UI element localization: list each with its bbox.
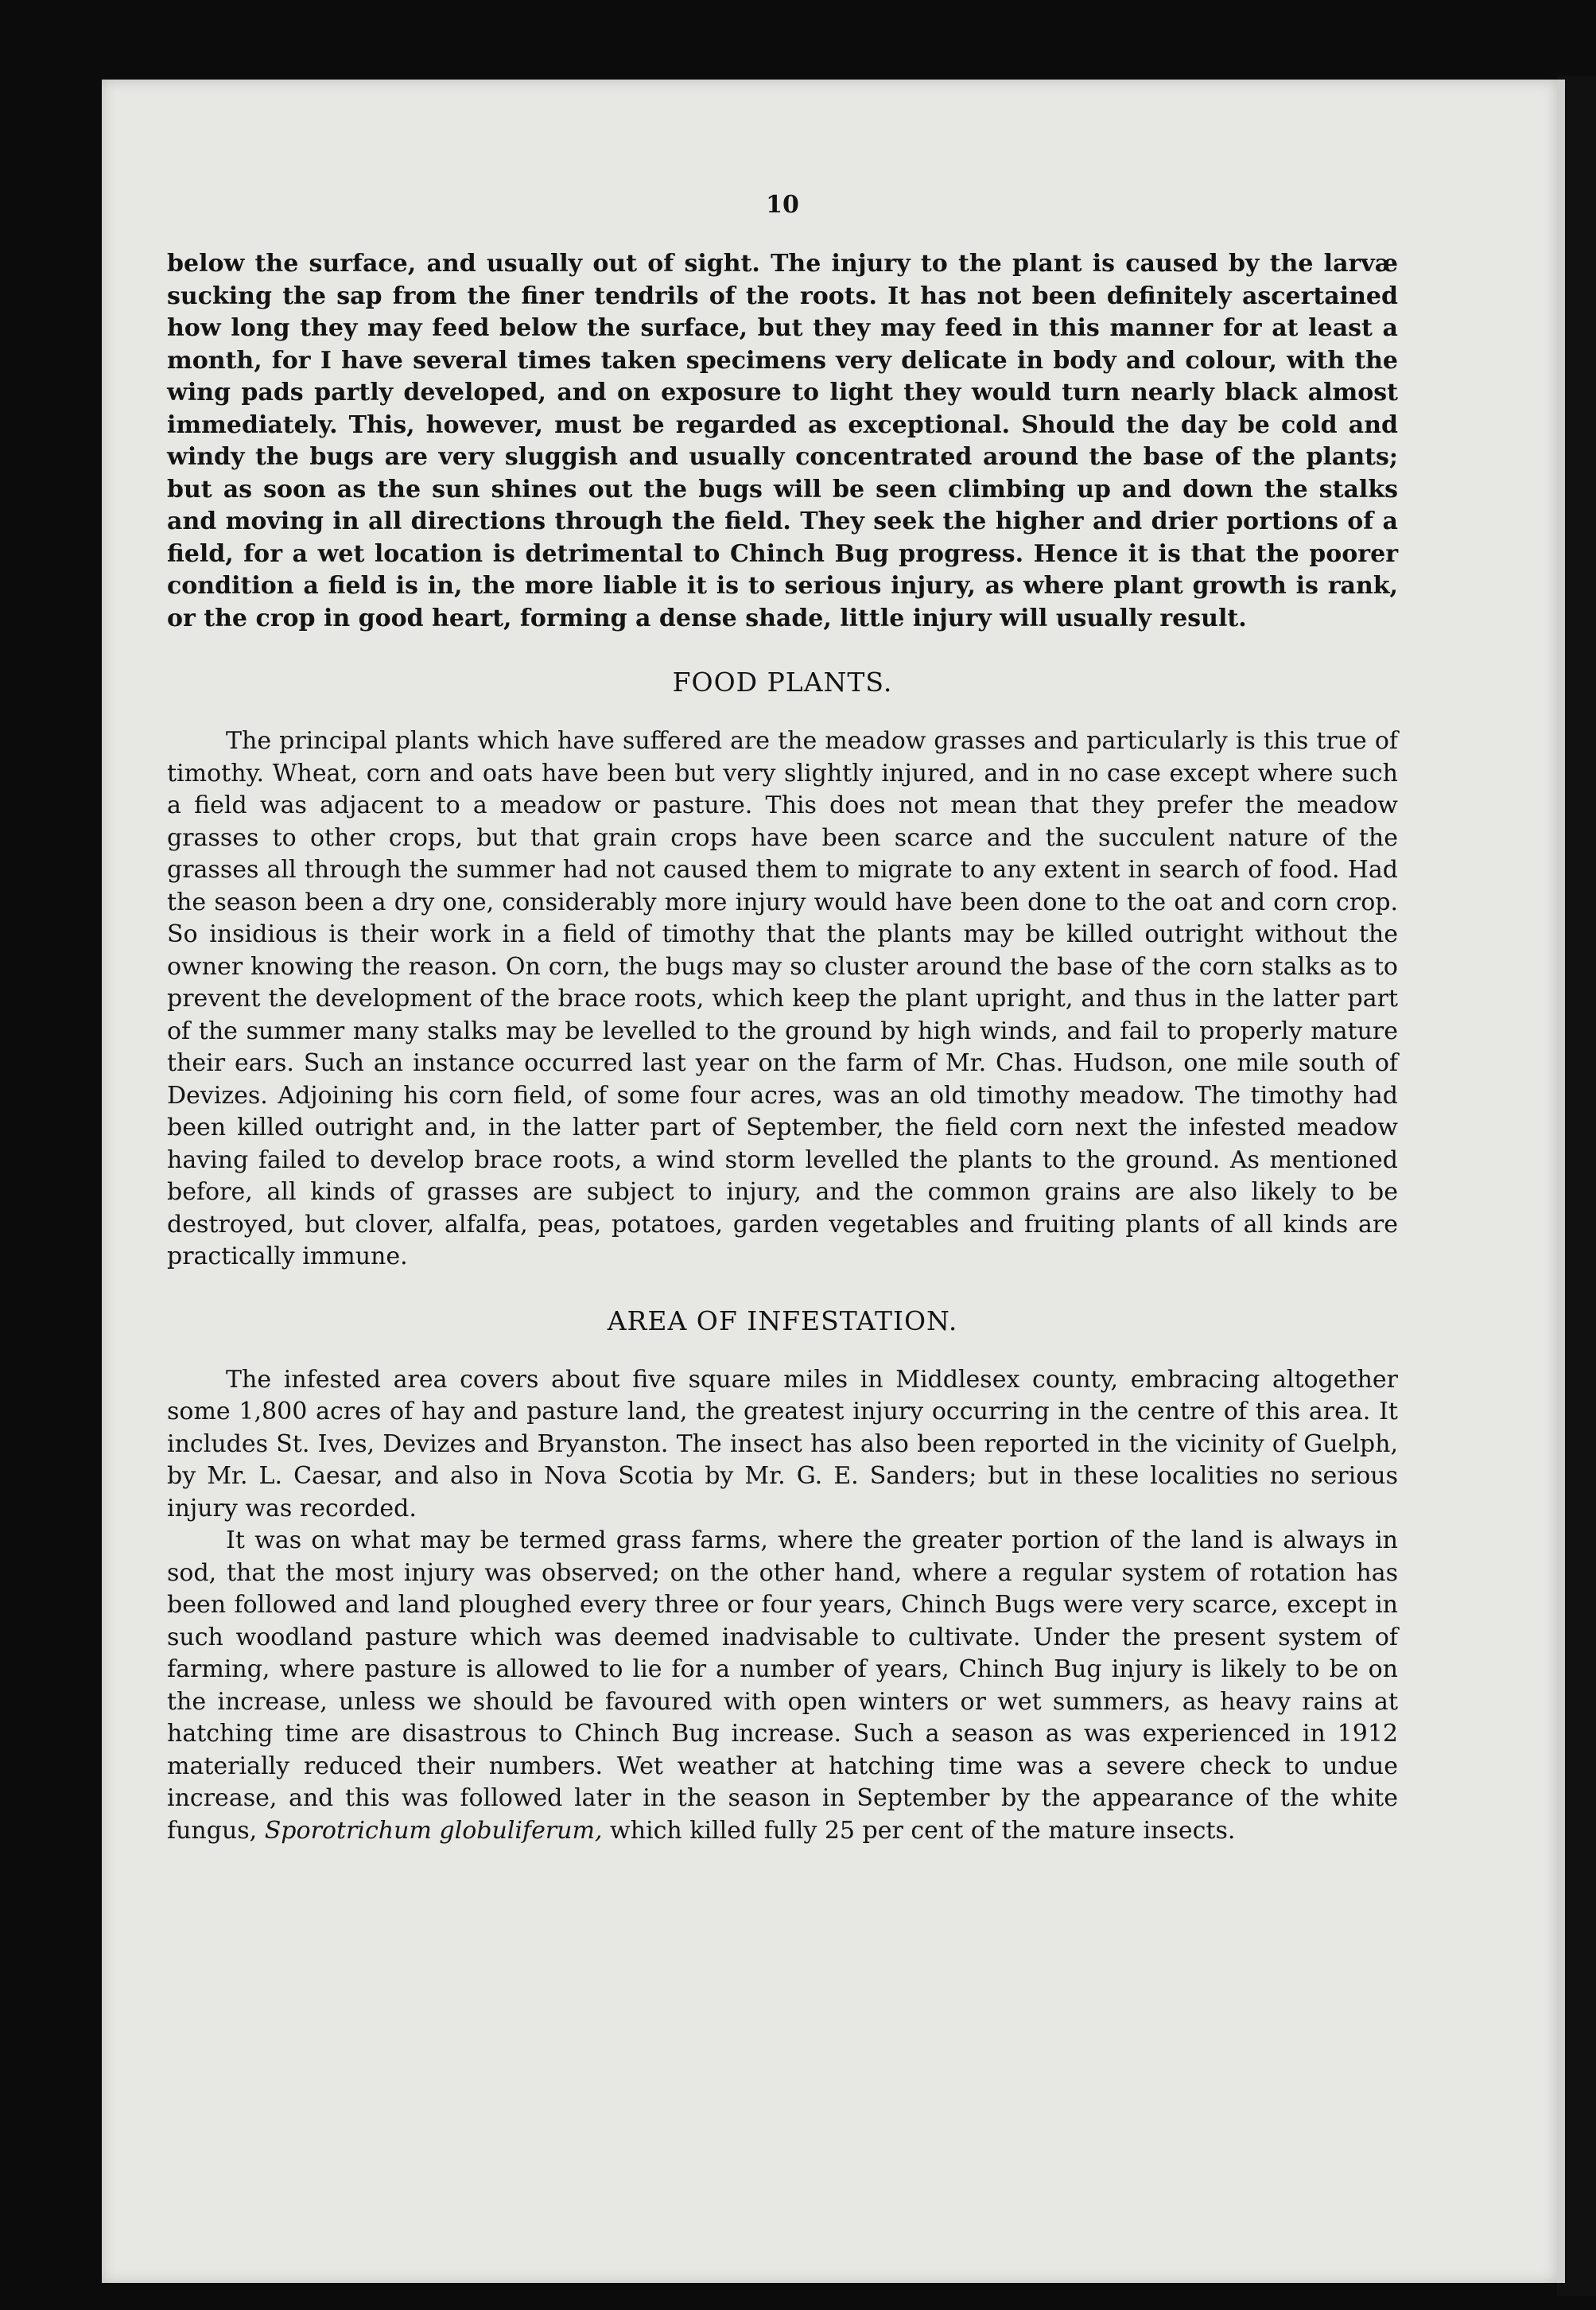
paragraph-area-2-end: which killed fully 25 per cent of the mature insects. — [610, 1816, 1236, 1845]
paragraph-area-2-text: It was on what may be termed grass farms, where the greater portion of the land is always in sod, that the most injury was observed; on the other hand, where a regular system of rotation has been followed and land ploughed every three or four years, Chinch Bugs were very scarce, except in such woodland pasture which was deemed inadvisable to cultivate. Under the present system of farming, where pasture is allowed to lie for a number of years, Chinch Bug injury is likely to be on the increase, unless we should be favoured with open winters or wet summers, as heavy rains at hatching time are disastrous to Chinch Bug increase. Such a season as was experienced in 1912 materially reduced their numbers. Wet weather at hatching time was a severe check to undue increase, and this was followed later in the season in September by the appearance of the white fungus, — [167, 1526, 1398, 1845]
paragraph-intro: below the surface, and usually out of sight. The injury to the plant is caused by the larvæ sucking the sap from the finer tendrils of the roots. It has not been definitely ascertained how long they may feed below the surface, but they may feed in this manner for at least a month, for I have several times taken specimens very delicate in body and colour, with the wing pads partly developed, and on exposure to light they would turn nearly black almost immediately. This, however, must be regarded as exceptional. Should the day be cold and windy the bugs are very sluggish and usually concentrated around the base of the plants; but as soon as the sun shines out the bugs will be seen climbing up and down the stalks and moving in all directions through the field. They seek the higher and drier portions of a field, for a wet location is detrimental to Chinch Bug progress. Hence it is that the poorer condition a field is in, the more liable it is to serious injury, as where plant growth is rank, or the crop in good heart, forming a dense shade, little injury will usually result. — [167, 250, 1398, 632]
species-name: Sporotrichum globuliferum, — [264, 1816, 603, 1845]
paragraph-food-plants: The principal plants which have suffered are the meadow grasses and particularly is this true of timothy. Wheat, corn and oats have been but very slightly injured, and in no case except where such a field was adjacent to a meadow or pasture. This does not mean that they prefer the meadow grasses to other crops, but that grain crops have been scarce and the succulent nature of the grasses all through the summer had not caused them to migrate to any extent in search of food. Had the season been a dry one, considerably more injury would have been done to the oat and corn crop. So insidious is their work in a field of timothy that the plants may be killed outright without the owner knowing the reason. On corn, the bugs may so cluster around the base of the corn stalks as to prevent the development of the brace roots, which keep the plant upright, and thus in the latter part of the summer many stalks may be levelled to the ground by high winds, and fail to properly mature their ears. Such an instance occurred last year on the farm of Mr. Chas. Hudson, one mile south of Devizes. Adjoining his corn field, of some four acres, was an old timothy meadow. The timothy had been killed outright and, in the latter part of September, the field corn next the infested meadow having failed to develop brace roots, a wind storm levelled the plants to the ground. As mentioned before, all kinds of grasses are subject to injury, and the common grains are also likely to be destroyed, but clover, alfalfa, peas, potatoes, garden vegetables and fruiting plants of all kinds are practically immune. — [167, 727, 1398, 1270]
page-number: 10 — [766, 191, 799, 219]
page-content — [167, 191, 1398, 1847]
page-edge-strip — [1557, 80, 1565, 2283]
heading-area-of-infestation: AREA OF INFESTATION. — [607, 1305, 958, 1336]
paragraph-area-1: The infested area covers about five square miles in Middlesex county, embracing altogether some 1,800 acres of hay and pasture land, the greatest injury occurring in the centre of this area. It includes St. Ives, Devizes and Bryanston. The insect has also been reported in the vicinity of Guelph, by Mr. L. Caesar, and also in Nova Scotia by Mr. G. E. Sanders; but in these localities no serious injury was recorded. — [167, 1365, 1398, 1522]
heading-food-plants: FOOD PLANTS. — [672, 667, 893, 698]
paragraph-area-2 — [167, 1525, 1398, 1847]
